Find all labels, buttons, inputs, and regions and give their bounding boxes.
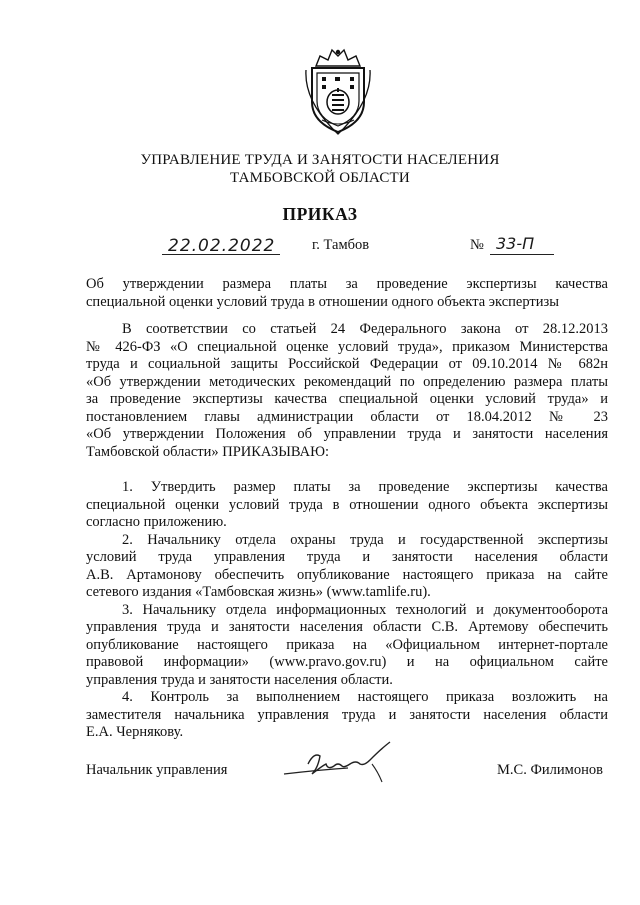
order-item-3-line: 3. Начальнику отдела информационных технологий и документооборота [122,601,608,618]
order-item-4-line: заместителя начальника управления труда и занятости населения области [86,706,608,723]
preamble-line: за проведение экспертизы качества специальной оценки условий труда» и [86,391,608,407]
organization-name-line2: ТАМБОВСКОЙ ОБЛАСТИ [230,170,410,186]
signature-icon [278,738,408,786]
order-item-1-line: согласно приложению. [86,514,227,530]
order-items [86,479,608,742]
order-item-1-line: специальной оценки условий труда в отношении одного объекта экспертизы [86,496,608,513]
order-item-1-line: 1. Утвердить размер платы за проведение экспертизы качества [122,479,608,495]
document-city: г. Тамбов [312,237,370,253]
document-date: 22.02.2022 [168,236,276,256]
subject-line: Об утверждении размера платы за проведение экспертизы качества [86,276,608,292]
preamble-line: «Об утверждении Положения об управлении труда и занятости населения [86,426,608,442]
order-item-4-line: 4. Контроль за выполнением настоящего приказа возложить на [122,689,608,705]
preamble-paragraph [86,321,608,461]
document-subject [86,276,608,311]
subject-line: специальной оценки условий труда в отношении одного объекта экспертизы [86,293,559,310]
coat-of-arms-icon [302,44,374,136]
preamble-line: постановлением главы администрации области от 18.04.2012 № 23 [86,408,608,425]
document-number-label: № [470,237,484,253]
order-item-2-line: сетевого издания «Тамбовская жизнь» (www.tamlife.ru). [86,584,431,600]
order-item-2-line: условий труда управления труда и занятости населения области [86,549,608,565]
order-item-4-line: Е.А. Чернякову. [86,724,184,740]
preamble-line: Тамбовской области» ПРИКАЗЫВАЮ: [86,443,330,460]
order-item-3-line: опубликование настоящего приказа на «Официальном интернет-портале [86,636,608,653]
order-item-2-line: А.В. Артамонову обеспечить опубликование настоящего приказа на сайте [86,566,608,583]
date-underline [162,254,280,255]
order-item-3-line: управления труда и занятости населения области С.В. Артемову обеспечить [86,619,608,635]
preamble-line: В соответствии со статьей 24 Федерального закона от 28.12.2013 [122,321,608,337]
order-item-2-line: 2. Начальнику отдела охраны труда и государственной экспертизы [122,531,608,548]
signatory-role: Начальник управления [86,762,228,778]
organization-name-line1: УПРАВЛЕНИЕ ТРУДА И ЗАНЯТОСТИ НАСЕЛЕНИЯ [140,152,500,168]
preamble-line: труда и социальной защиты Российской Федерации от 09.10.2014 № 682н [86,356,608,372]
order-item-3-line: правовой информации» (www.pravo.gov.ru) и на официальном сайте [86,654,608,670]
signatory-name: М.С. Филимонов [497,762,603,778]
order-item-3-line: управления труда и занятости населения области. [86,671,393,688]
number-underline [490,254,554,255]
document-title: ПРИКАЗ [282,204,358,224]
document-number: 33-П [496,234,535,253]
preamble-line: № 426-ФЗ «О специальной оценке условий труда», приказом Министерства [86,338,608,355]
preamble-line: «Об утверждении методических рекомендаций по определению размера платы [86,373,608,390]
